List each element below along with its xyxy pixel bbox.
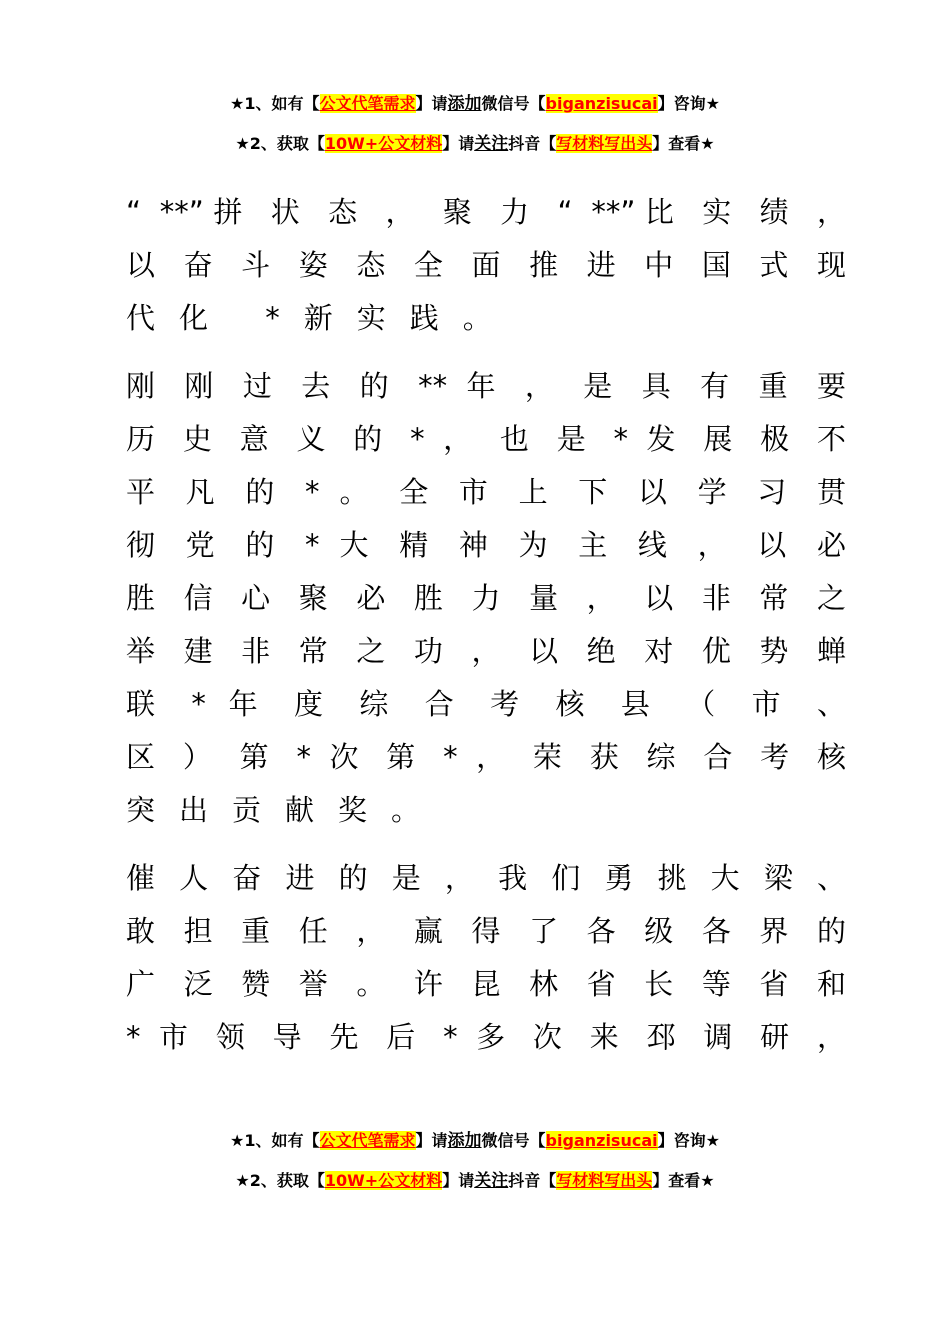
paragraph-line: 胜 信 心 聚 必 胜 力 量 ， 以 非 常 之 bbox=[126, 581, 846, 615]
bottom-banner-line-2 bbox=[0, 1171, 950, 1191]
paragraph-3 bbox=[126, 852, 846, 1064]
banner-highlight-wechat-id: biganzisucai bbox=[545, 94, 658, 113]
paragraph-line: 刚 刚 过 去 的 ** 年 ， 是 具 有 重 要 bbox=[126, 369, 846, 403]
paragraph-line: “ **”拼 状 态 ， 聚 力 “ **”比 实 绩 ， bbox=[126, 195, 846, 229]
banner-highlight-materials: 10W+公文材料 bbox=[324, 1171, 443, 1190]
paragraph-line: 突出贡献奖。 bbox=[126, 793, 445, 827]
banner-highlight-service: 公文代笔需求 bbox=[319, 1131, 416, 1150]
banner-text: ★1、如有【 bbox=[230, 94, 320, 113]
banner-text: 】咨询★ bbox=[657, 1131, 720, 1150]
banner-text: 】查看★ bbox=[652, 134, 715, 153]
banner-highlight-douyin-id: 写材料写出头 bbox=[556, 1171, 653, 1190]
banner-text: ★2、获取【 bbox=[235, 1171, 325, 1190]
banner-text: 】请 bbox=[442, 134, 475, 153]
top-banner-line-1 bbox=[0, 94, 950, 114]
paragraph-line: 敢 担 重 任 ， 赢 得 了 各 级 各 界 的 bbox=[126, 914, 846, 948]
paragraph-line: 举 建 非 常 之 功 ， 以 绝 对 优 势 蝉 bbox=[126, 634, 846, 668]
banner-underlined-action: 添加 bbox=[447, 94, 482, 114]
banner-text: 抖音【 bbox=[508, 134, 557, 153]
banner-highlight-douyin-id: 写材料写出头 bbox=[556, 134, 653, 153]
banner-underlined-action: 添加 bbox=[447, 1131, 482, 1151]
banner-text: 】请 bbox=[415, 1131, 448, 1150]
banner-text: ★2、获取【 bbox=[235, 134, 325, 153]
paragraph-line: * 市 领 导 先 后 * 多 次 来 邳 调 研 ， bbox=[126, 1020, 846, 1054]
paragraph-line: 彻 党 的 * 大 精 神 为 主 线 ， 以 必 bbox=[126, 528, 846, 562]
banner-text: 抖音【 bbox=[508, 1171, 557, 1190]
paragraph-line: 区 ） 第 * 次 第 * ， 荣 获 综 合 考 核 bbox=[126, 740, 846, 774]
paragraph-2 bbox=[126, 360, 846, 837]
banner-underlined-action: 关注 bbox=[474, 1171, 509, 1191]
banner-text: 微信号【 bbox=[481, 94, 546, 113]
banner-highlight-service: 公文代笔需求 bbox=[319, 94, 416, 113]
paragraph-line: 平 凡 的 * 。 全 市 上 下 以 学 习 贯 bbox=[126, 475, 846, 509]
bottom-banner-line-1 bbox=[0, 1131, 950, 1151]
paragraph-line: 代化 *新实践。 bbox=[126, 301, 516, 335]
paragraph-line: 催 人 奋 进 的 是 ， 我 们 勇 挑 大 梁 、 bbox=[126, 861, 846, 895]
top-banner-line-2 bbox=[0, 134, 950, 154]
banner-highlight-wechat-id: biganzisucai bbox=[545, 1131, 658, 1150]
banner-text: 】咨询★ bbox=[657, 94, 720, 113]
banner-underlined-action: 关注 bbox=[474, 134, 509, 154]
paragraph-line: 广 泛 赞 誉 。 许 昆 林 省 长 等 省 和 bbox=[126, 967, 846, 1001]
paragraph-line: 联 * 年 度 综 合 考 核 县 （ 市 、 bbox=[126, 687, 846, 721]
banner-text: 微信号【 bbox=[481, 1131, 546, 1150]
banner-text: 】查看★ bbox=[652, 1171, 715, 1190]
banner-highlight-materials: 10W+公文材料 bbox=[324, 134, 443, 153]
paragraph-1 bbox=[126, 186, 846, 345]
paragraph-line: 以 奋 斗 姿 态 全 面 推 进 中 国 式 现 bbox=[126, 248, 846, 282]
paragraph-line: 历 史 意 义 的 * ， 也 是 * 发 展 极 不 bbox=[126, 422, 846, 456]
banner-text: 】请 bbox=[415, 94, 448, 113]
banner-text: ★1、如有【 bbox=[230, 1131, 320, 1150]
banner-text: 】请 bbox=[442, 1171, 475, 1190]
